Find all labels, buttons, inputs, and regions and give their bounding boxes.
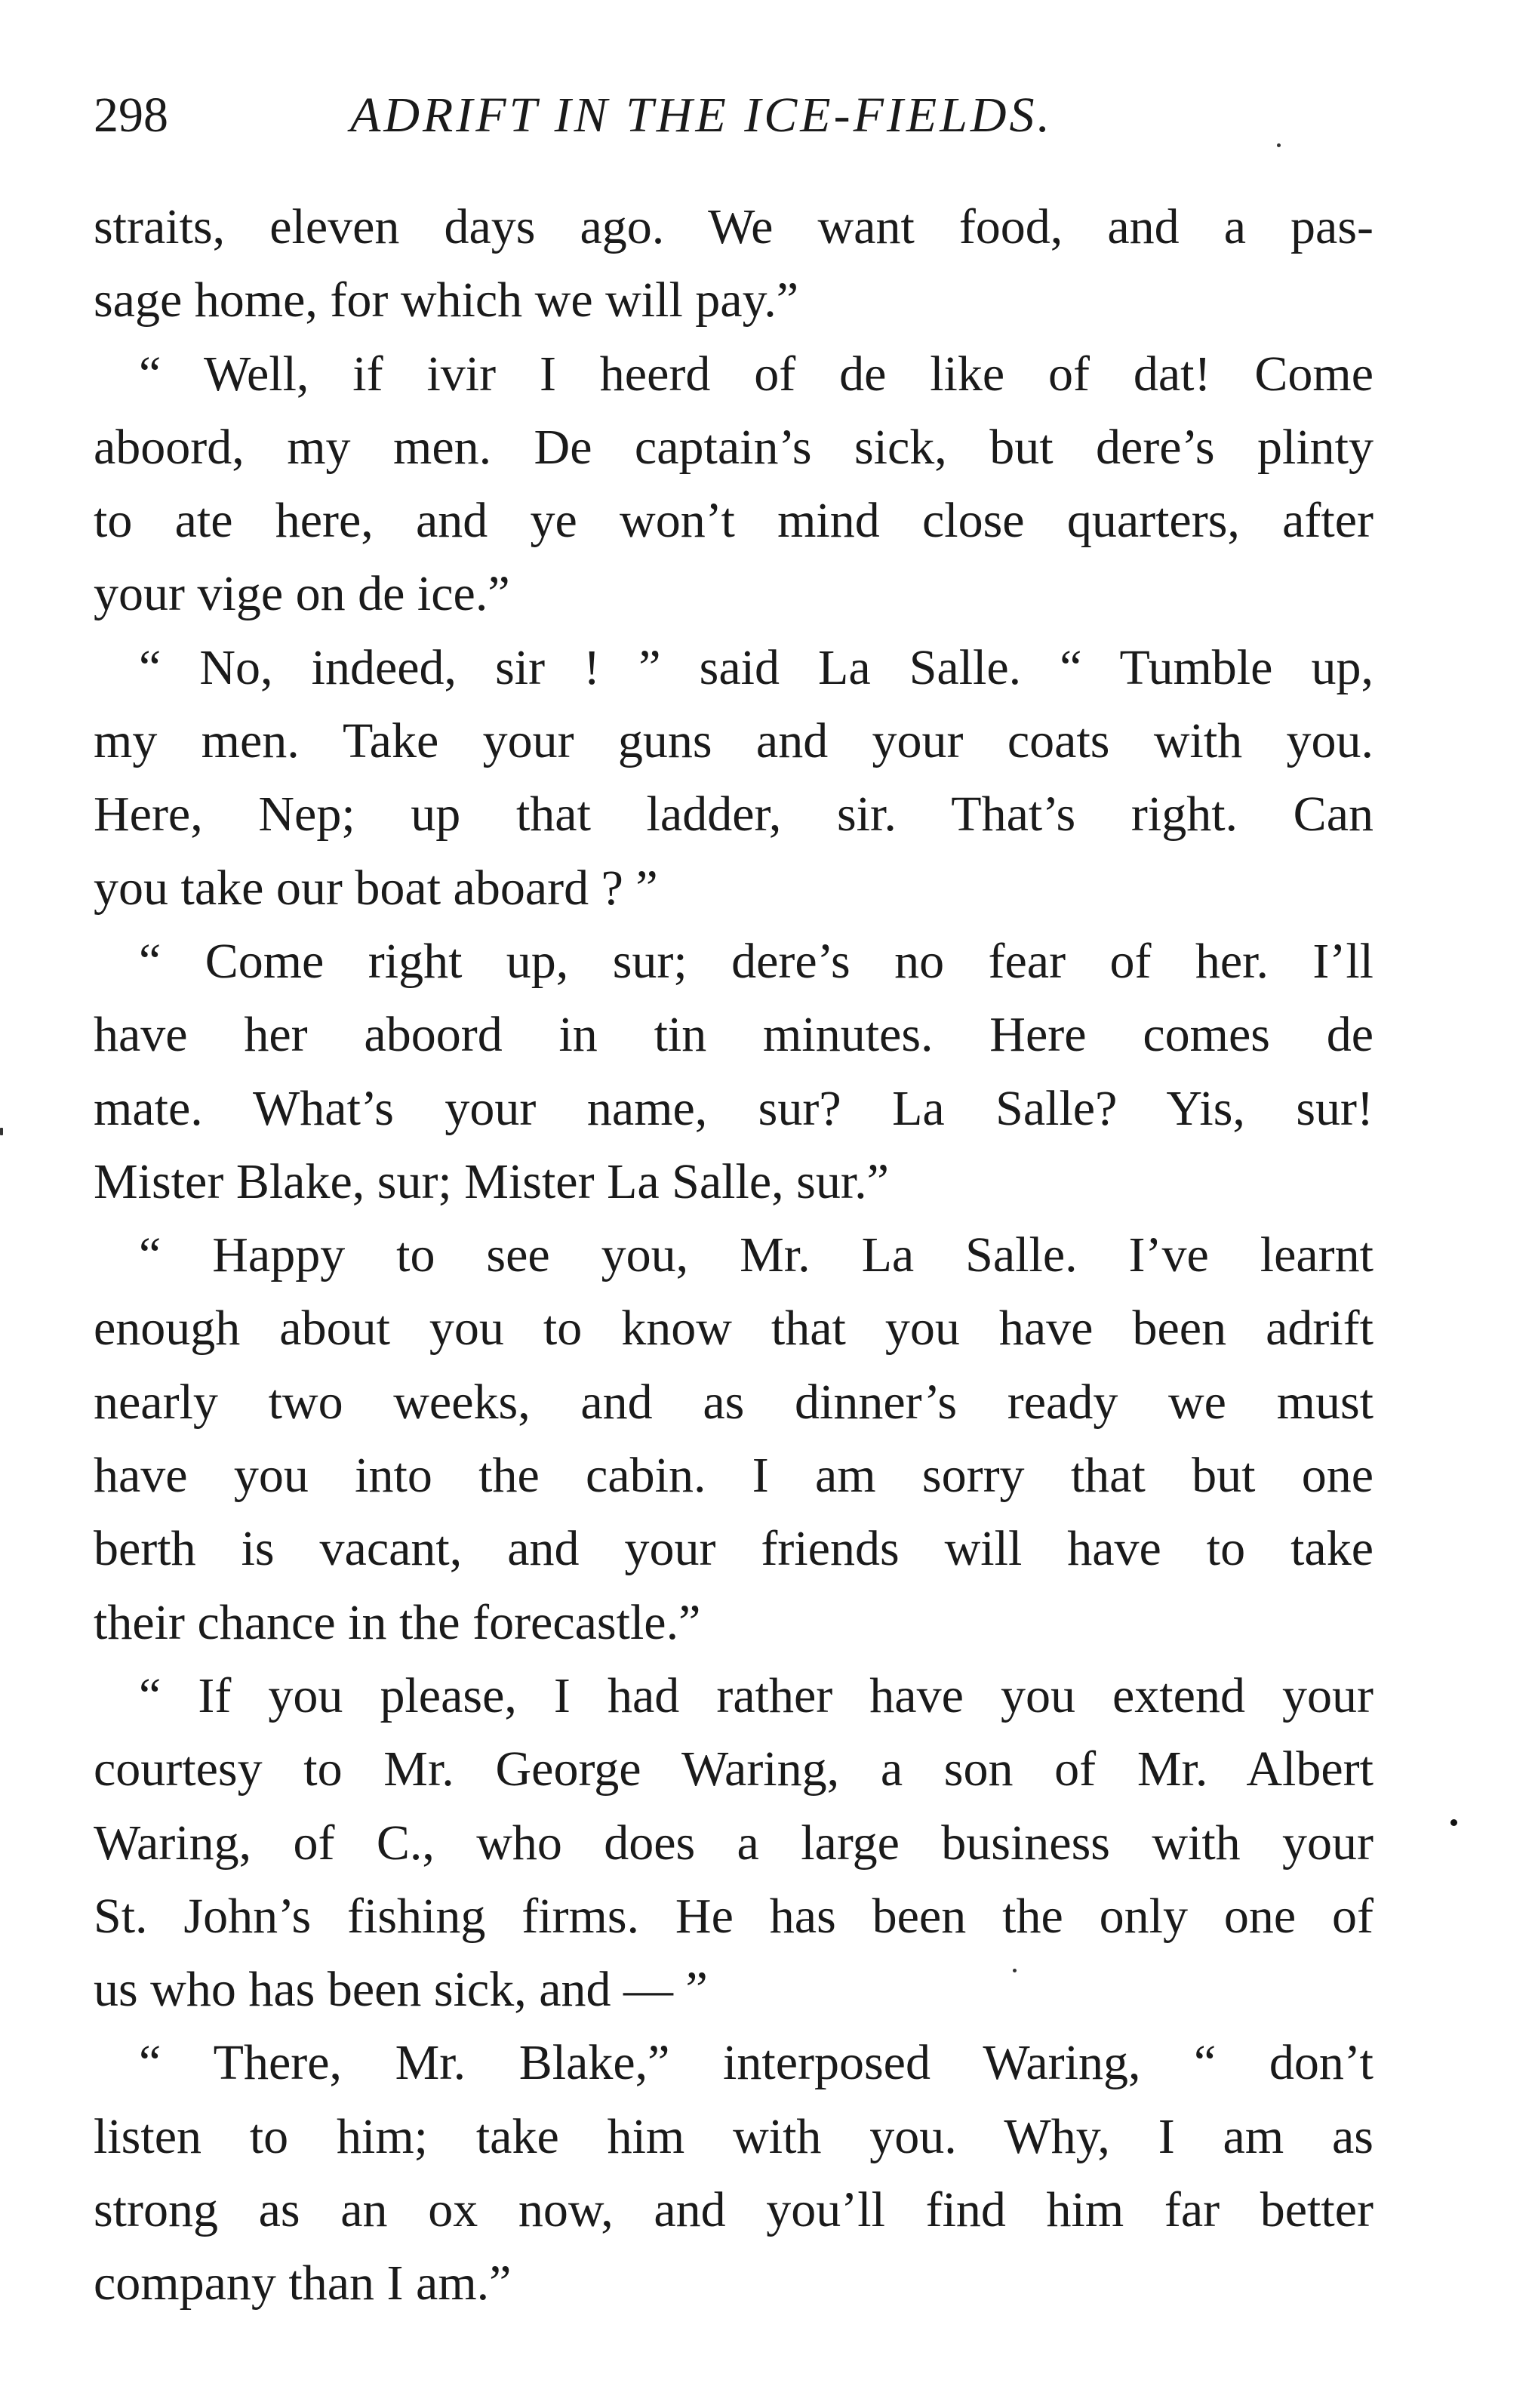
scan-speck [1450,1819,1457,1826]
body-text [94,190,1374,2320]
text-line: St. John’s fishing firms. He has been the only one of [94,1888,1374,1944]
text-line: “ No, indeed, sir ! ” said La Salle. “ Tumble up, [139,639,1374,695]
text-line: my men. Take your guns and your coats with you. [94,713,1374,769]
text-line: have you into the cabin. I am sorry that but one [94,1448,1374,1504]
text-line: Here, Nep; up that ladder, sir. That’s right. Can [94,787,1374,842]
text-line: to ate here, and ye won’t mind close quarters, after [94,493,1374,549]
text-line: us who has been sick, and — ” [94,1962,708,2018]
text-line: berth is vacant, and your friends will have to take [94,1521,1374,1577]
text-line: sage home, for which we will pay.” [94,273,799,328]
text-line: you take our boat aboard ? ” [94,860,658,916]
text-line: “ Well, if ivir I heerd of de like of dat! Come [139,346,1374,402]
text-line: have her aboord in tin minutes. Here comes de [94,1007,1374,1063]
text-line: listen to him; take him with you. Why, I am as [94,2108,1374,2164]
text-line: enough about you to know that you have been adrift [94,1301,1374,1356]
scan-speck [1013,1969,1017,1972]
scan-speck [1277,143,1281,147]
text-line: aboord, my men. De captain’s sick, but dere’s plinty [94,419,1374,475]
text-line: your vige on de ice.” [94,566,510,622]
running-head [94,82,1377,149]
text-line: Mister Blake, sur; Mister La Salle, sur.” [94,1153,889,1209]
text-line: mate. What’s your name, sur? La Salle? Yis, sur! [94,1080,1374,1136]
running-title: ADRIFT IN THE ICE-FIELDS. [350,88,1054,143]
text-line: strong as an ox now, and you’ll find him far better [94,2182,1374,2238]
text-line: straits, eleven days ago. We want food, and a pas- [94,199,1374,254]
page-number: 298 [94,88,168,143]
text-line: courtesy to Mr. George Waring, a son of Mr. Albert [94,1741,1374,1797]
text-line: “ Happy to see you, Mr. La Salle. I’ve learnt [139,1227,1374,1283]
text-line: company than I am.” [94,2256,512,2311]
text-line: nearly two weeks, and as dinner’s ready we must [94,1374,1374,1430]
text-line: their chance in the forecastle.” [94,1594,701,1650]
text-line: “ If you please, I had rather have you extend your [139,1667,1374,1723]
text-line: “ There, Mr. Blake,” interposed Waring, “ don’t [139,2035,1374,2091]
text-line: Waring, of C., who does a large business with your [94,1815,1374,1871]
scan-speck [0,1128,3,1135]
text-line: “ Come right up, sur; dere’s no fear of her. I’ll [139,933,1374,989]
